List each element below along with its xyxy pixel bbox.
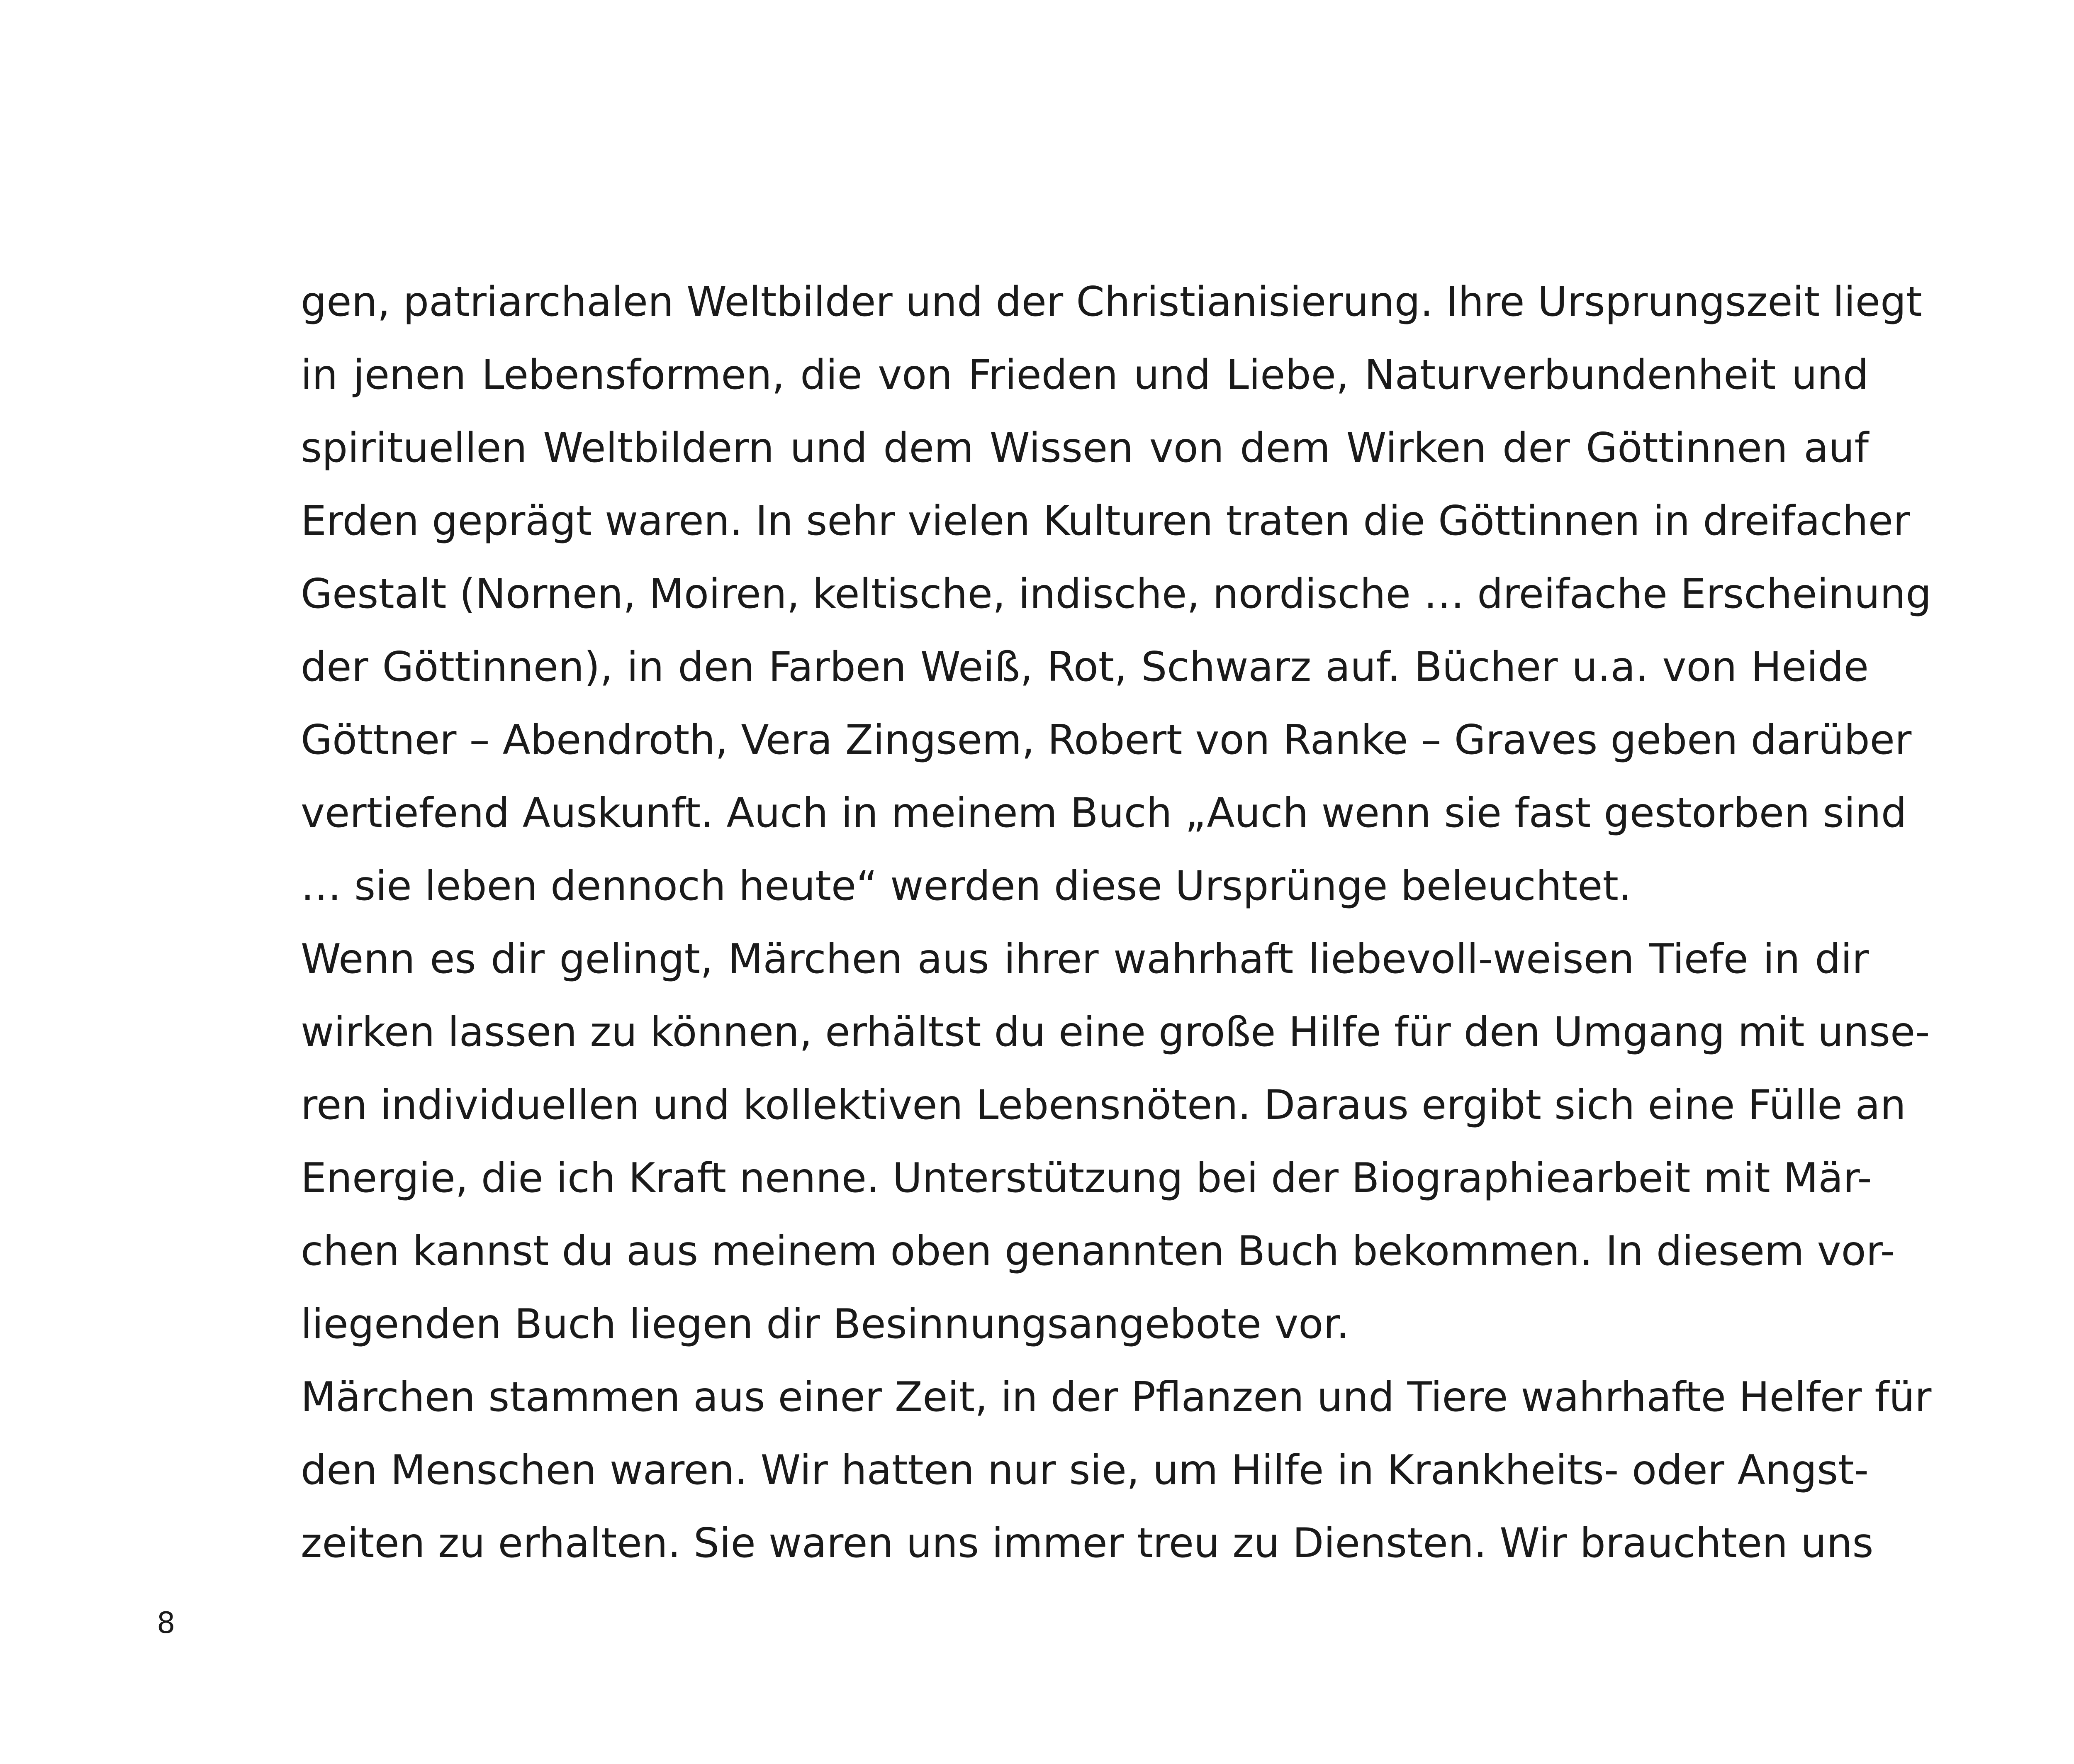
text-line: spirituellen Weltbildern und dem Wissen von dem Wirken der Göttinnen auf [301, 424, 1869, 472]
text-line: liegenden Buch liegen dir Besinnungsangebote vor. [301, 1301, 1349, 1348]
text-line: gen, patriarchalen Weltbilder und der Christianisierung. Ihre Ursprungszeit liegt [301, 278, 1922, 326]
text-line: wirken lassen zu können, erhältst du eine große Hilfe für den Umgang mit unse- [301, 1009, 1930, 1056]
paragraph [301, 923, 1930, 1361]
text-line: ren individuellen und kollektiven Lebensnöten. Daraus ergibt sich eine Fülle an [301, 1082, 1906, 1129]
text-line: den Menschen waren. Wir hatten nur sie, um Hilfe in Krankheits- oder Angst- [301, 1447, 1869, 1494]
page-number: 8 [157, 1606, 175, 1640]
text-line: zeiten zu erhalten. Sie waren uns immer treu zu Diensten. Wir brauchten uns [301, 1520, 1874, 1567]
body-text [301, 266, 1932, 1580]
text-line: Gestalt (Nornen, Moiren, keltische, indische, nordische … dreifache Erscheinung [301, 570, 1932, 618]
paragraph [301, 266, 1932, 923]
text-line: Märchen stammen aus einer Zeit, in der Pflanzen und Tiere wahrhafte Helfer für [301, 1374, 1932, 1421]
text-line: … sie leben dennoch heute“ werden diese Ursprünge beleuchtet. [301, 863, 1632, 910]
paragraph [301, 1361, 1932, 1580]
text-line: Göttner – Abendroth, Vera Zingsem, Robert von Ranke – Graves geben darüber [301, 716, 1912, 764]
text-line: chen kannst du aus meinem oben genannten Buch bekommen. In diesem vor- [301, 1228, 1895, 1275]
text-line: Energie, die ich Kraft nenne. Unterstützung bei der Biographiearbeit mit Mär- [301, 1155, 1872, 1202]
text-line: Erden geprägt waren. In sehr vielen Kulturen traten die Göttinnen in dreifacher [301, 497, 1910, 545]
text-line: der Göttinnen), in den Farben Weiß, Rot, Schwarz auf. Bücher u.a. von Heide [301, 643, 1869, 691]
text-line: in jenen Lebensformen, die von Frieden und Liebe, Naturverbundenheit und [301, 351, 1869, 399]
text-line: vertiefend Auskunft. Auch in meinem Buch „Auch wenn sie fast gestorben sind [301, 789, 1907, 837]
text-line: Wenn es dir gelingt, Märchen aus ihrer wahrhaft liebevoll-weisen Tiefe in dir [301, 936, 1869, 983]
